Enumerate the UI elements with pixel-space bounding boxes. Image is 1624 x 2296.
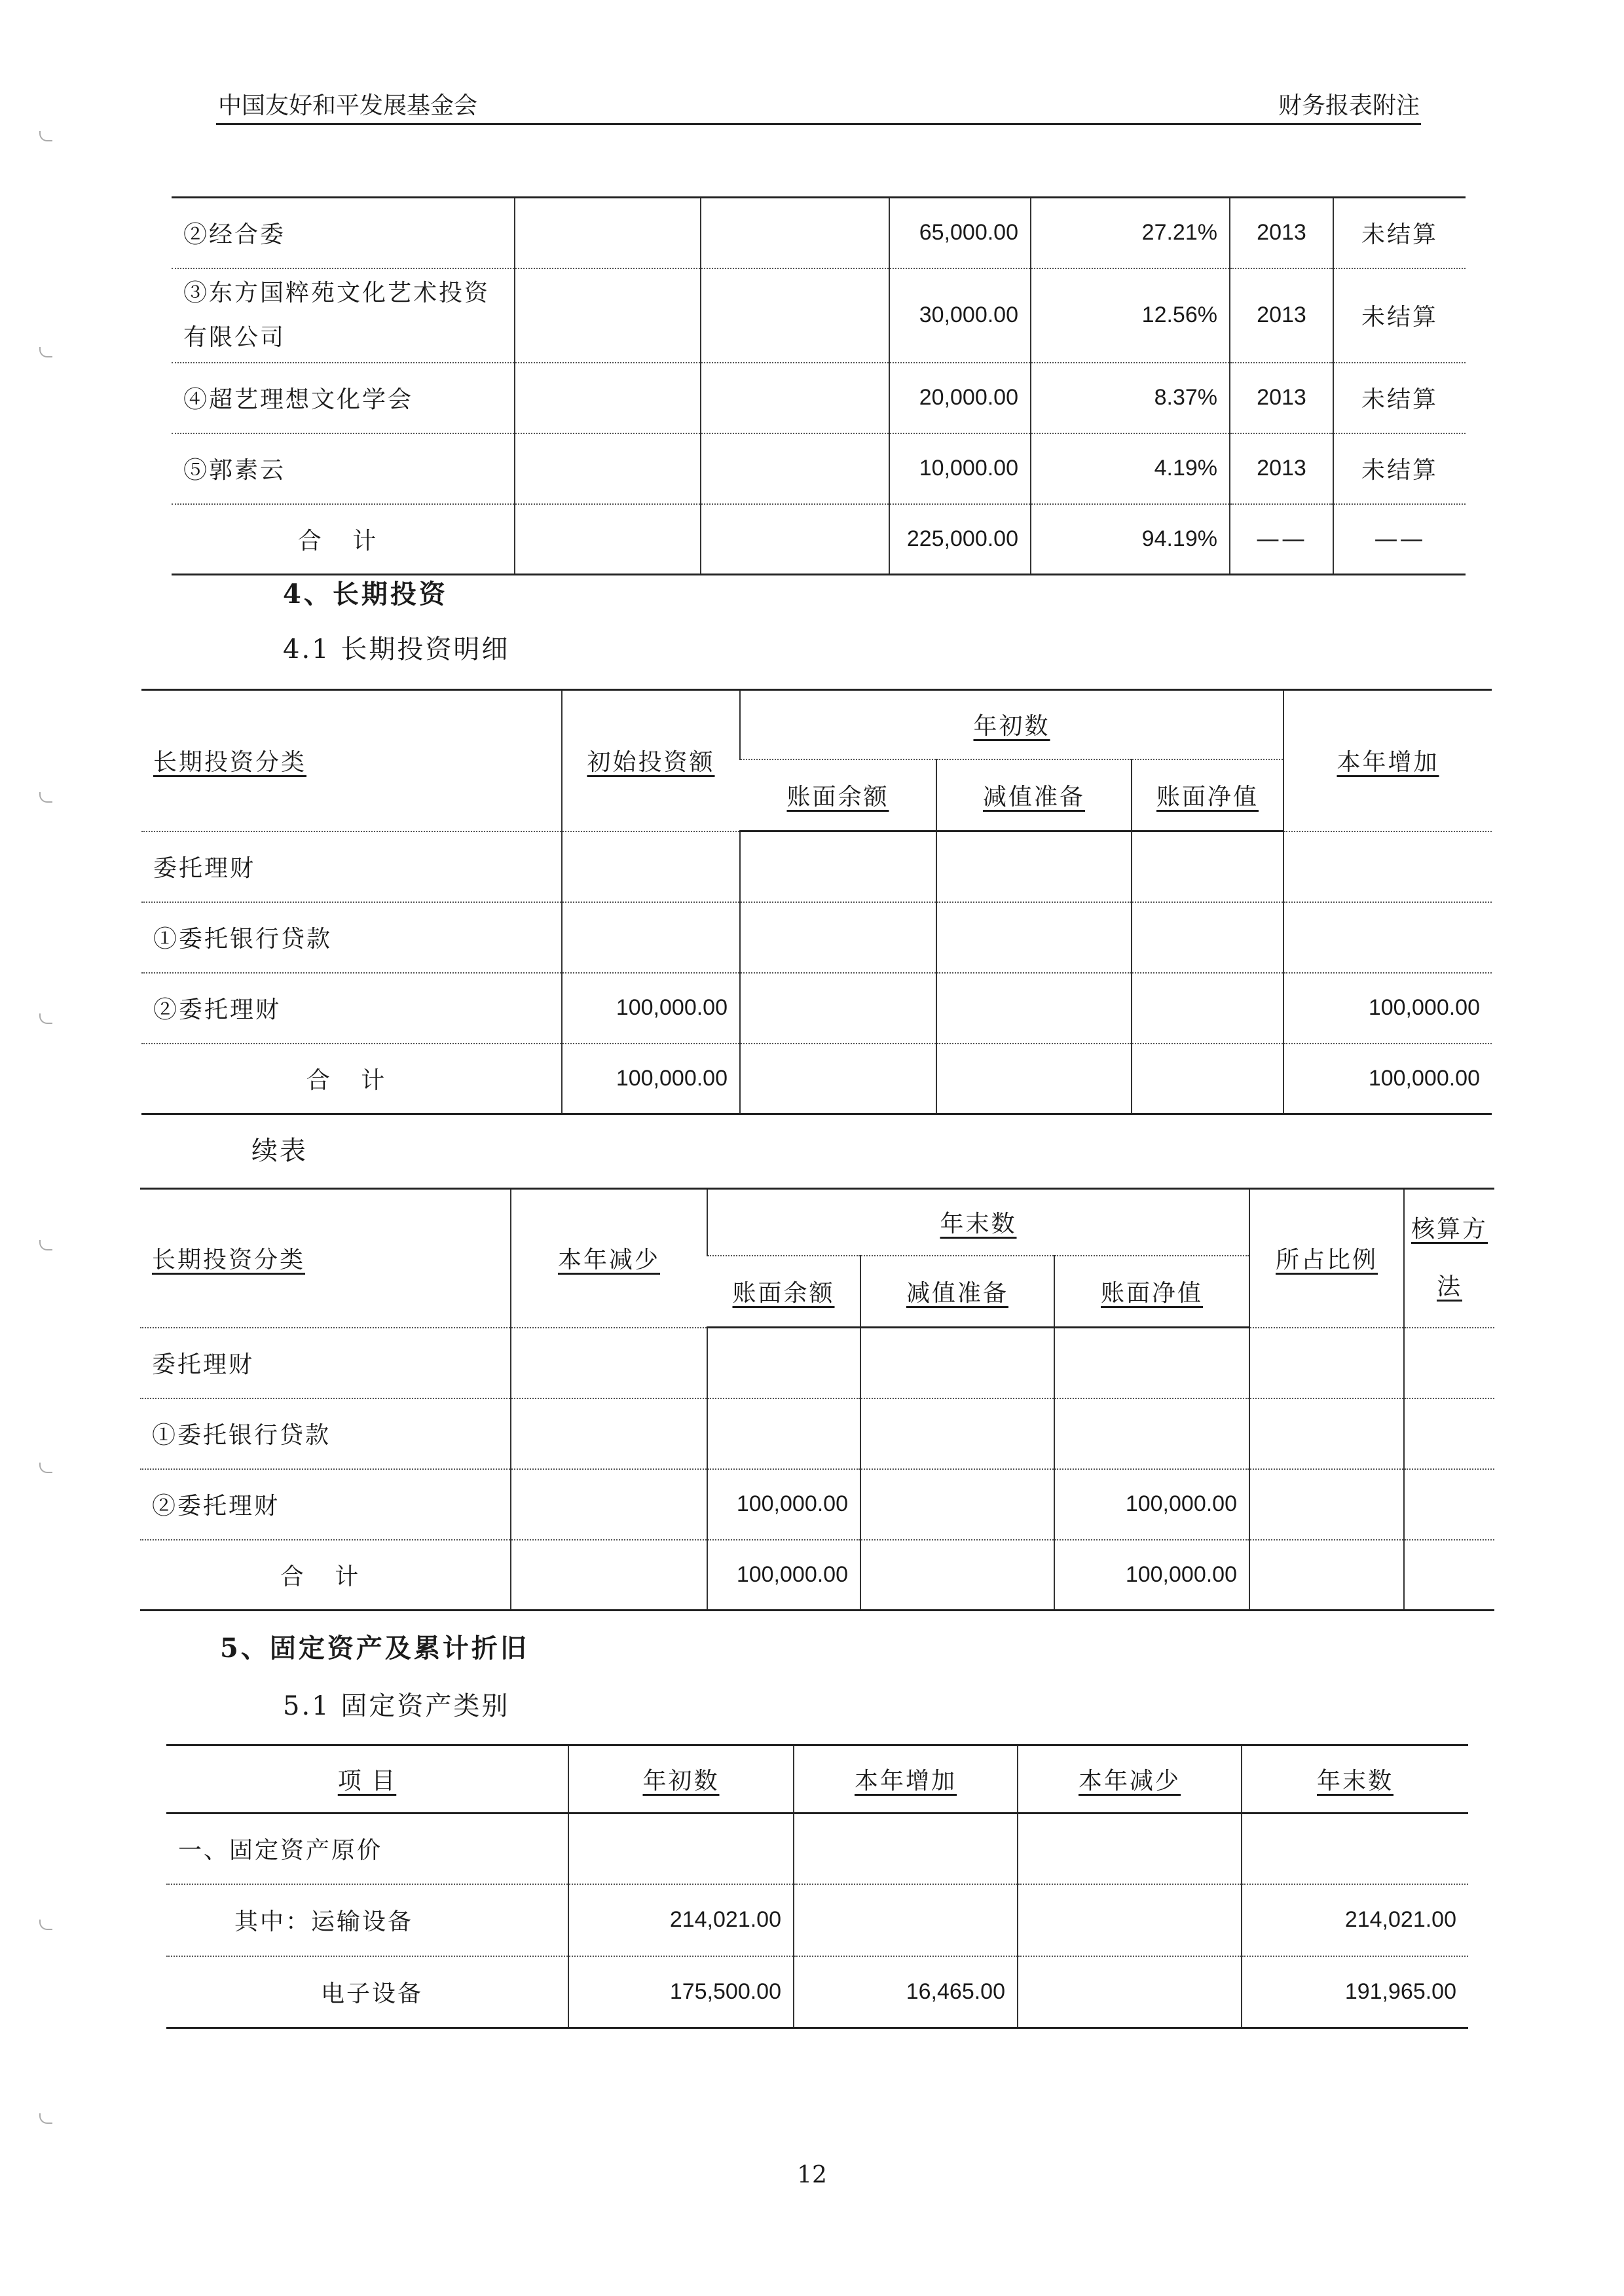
decrease-cell: [511, 1469, 707, 1540]
header-net-value: 账面净值: [1132, 759, 1283, 831]
donation-table: [172, 196, 1466, 575]
header-increase: 本年增加: [794, 1745, 1018, 1813]
row-name: 电子设备: [166, 1956, 568, 2028]
header-decrease: 本年减少: [1018, 1745, 1242, 1813]
binder-mark: [39, 131, 52, 141]
table-row: [140, 1469, 1494, 1540]
row-name: 委托理财: [140, 1328, 511, 1398]
ratio-cell: [1249, 1398, 1404, 1469]
amount-cell: 65,000.00: [889, 198, 1031, 268]
cell: [701, 268, 889, 363]
header-category: 长期投资分类: [141, 690, 562, 831]
cell: [515, 198, 701, 268]
long-term-investment-table: [141, 689, 1492, 1115]
header-document-title: 财务报表附注: [1278, 92, 1420, 119]
header-increase: 本年增加: [1283, 690, 1492, 831]
header-end-of-year: 年末数: [707, 1189, 1249, 1256]
decrease-cell: [1018, 1956, 1242, 2028]
table-row: [141, 831, 1492, 902]
row-name: ①委托银行贷款: [141, 902, 562, 973]
method-cell: [1404, 1328, 1494, 1398]
balance-cell: [707, 1328, 860, 1398]
impairment-cell: [936, 902, 1132, 973]
cell: [515, 433, 701, 504]
total-label: 合 计: [140, 1540, 511, 1611]
net-cell: [1054, 1398, 1249, 1469]
row-name: ⑤郭素云: [172, 433, 515, 504]
percent-cell: 8.37%: [1031, 363, 1230, 433]
initial-cell: [562, 831, 740, 902]
continued-label: 续表: [251, 1136, 308, 1166]
binder-mark: [39, 1013, 52, 1024]
cell: [701, 198, 889, 268]
section-4-title: 4、长期投资: [283, 579, 448, 610]
net-cell: 100,000.00: [1054, 1540, 1249, 1611]
balance-cell: [740, 973, 936, 1044]
header-item: 项 目: [166, 1745, 568, 1813]
header-beginning-of-year: 年初数: [740, 690, 1283, 759]
increase-cell: 100,000.00: [1283, 973, 1492, 1044]
increase-cell: [794, 1884, 1018, 1956]
ratio-cell: [1249, 1540, 1404, 1611]
net-cell: [1132, 1044, 1283, 1114]
begin-cell: 214,021.00: [568, 1884, 794, 1956]
cell: [701, 363, 889, 433]
table-row: [141, 973, 1492, 1044]
row-name: ②经合委: [172, 198, 515, 268]
balance-cell: [740, 831, 936, 902]
table-row: [172, 363, 1466, 433]
section-5-title: 5、固定资产及累计折旧: [220, 1633, 529, 1664]
binder-mark: [39, 1920, 52, 1930]
table-row: [166, 1884, 1468, 1956]
header-method: 核算方法: [1404, 1189, 1494, 1328]
total-row: [140, 1540, 1494, 1611]
balance-cell: [740, 1044, 936, 1114]
initial-cell: 100,000.00: [562, 1044, 740, 1114]
header-initial-investment: 初始投资额: [562, 690, 740, 831]
header-net-value: 账面净值: [1054, 1256, 1249, 1328]
row-name: 其中：运输设备: [166, 1884, 568, 1956]
row-name: ②委托理财: [140, 1469, 511, 1540]
row-name: 一、固定资产原价: [166, 1813, 568, 1884]
method-cell: [1404, 1540, 1494, 1611]
status-cell: 未结算: [1333, 433, 1466, 504]
total-label: 合 计: [172, 504, 515, 575]
ratio-cell: [1249, 1328, 1404, 1398]
increase-cell: [794, 1813, 1018, 1884]
table-row: [166, 1956, 1468, 2028]
amount-cell: 225,000.00: [889, 504, 1031, 575]
balance-cell: 100,000.00: [707, 1540, 860, 1611]
percent-cell: 94.19%: [1031, 504, 1230, 575]
year-cell: 2013: [1230, 433, 1333, 504]
percent-cell: 27.21%: [1031, 198, 1230, 268]
header-impairment: 减值准备: [860, 1256, 1054, 1328]
year-cell: 2013: [1230, 268, 1333, 363]
page-number: 12: [797, 2162, 827, 2189]
impairment-cell: [936, 973, 1132, 1044]
impairment-cell: [936, 831, 1132, 902]
amount-cell: 20,000.00: [889, 363, 1031, 433]
method-cell: [1404, 1398, 1494, 1469]
section-5-1-title: 5.1 固定资产类别: [283, 1691, 510, 1721]
header-rule: [216, 123, 1421, 125]
increase-cell: 100,000.00: [1283, 1044, 1492, 1114]
end-cell: [1242, 1813, 1468, 1884]
decrease-cell: [511, 1328, 707, 1398]
header-decrease: 本年减少: [511, 1189, 707, 1328]
row-name: ④超艺理想文化学会: [172, 363, 515, 433]
row-name: ③东方国粹苑文化艺术投资有限公司: [172, 268, 515, 363]
begin-cell: [568, 1813, 794, 1884]
binder-mark: [39, 1463, 52, 1473]
method-cell: [1404, 1469, 1494, 1540]
initial-cell: [562, 902, 740, 973]
status-cell: 未结算: [1333, 363, 1466, 433]
binder-mark: [39, 1240, 52, 1250]
total-label: 合 计: [141, 1044, 562, 1114]
total-row: [172, 504, 1466, 575]
ratio-cell: [1249, 1469, 1404, 1540]
net-cell: 100,000.00: [1054, 1469, 1249, 1540]
impairment-cell: [860, 1328, 1054, 1398]
cell: [701, 433, 889, 504]
percent-cell: 12.56%: [1031, 268, 1230, 363]
row-name: ②委托理财: [141, 973, 562, 1044]
total-row: [141, 1044, 1492, 1114]
net-cell: [1054, 1328, 1249, 1398]
header-organization: 中国友好和平发展基金会: [218, 92, 478, 119]
row-name: 委托理财: [141, 831, 562, 902]
header-beginning-of-year: 年初数: [568, 1745, 794, 1813]
decrease-cell: [1018, 1884, 1242, 1956]
decrease-cell: [511, 1398, 707, 1469]
impairment-cell: [860, 1469, 1054, 1540]
impairment-cell: [936, 1044, 1132, 1114]
binder-mark: [39, 347, 52, 357]
binder-mark: [39, 792, 52, 803]
increase-cell: [1283, 902, 1492, 973]
header-ratio: 所占比例: [1249, 1189, 1404, 1328]
net-cell: [1132, 831, 1283, 902]
section-4-1-title: 4.1 长期投资明细: [283, 634, 510, 665]
status-cell: 未结算: [1333, 198, 1466, 268]
balance-cell: 100,000.00: [707, 1469, 860, 1540]
header-end-of-year: 年末数: [1242, 1745, 1468, 1813]
increase-cell: 16,465.00: [794, 1956, 1018, 2028]
end-cell: 214,021.00: [1242, 1884, 1468, 1956]
balance-cell: [740, 902, 936, 973]
net-cell: [1132, 973, 1283, 1044]
net-cell: [1132, 902, 1283, 973]
status-cell: ——: [1333, 504, 1466, 575]
increase-cell: [1283, 831, 1492, 902]
impairment-cell: [860, 1398, 1054, 1469]
header-category: 长期投资分类: [140, 1189, 511, 1328]
decrease-cell: [1018, 1813, 1242, 1884]
status-cell: 未结算: [1333, 268, 1466, 363]
amount-cell: 10,000.00: [889, 433, 1031, 504]
long-term-investment-continued-table: [140, 1188, 1494, 1611]
cell: [515, 268, 701, 363]
year-cell: 2013: [1230, 363, 1333, 433]
year-cell: 2013: [1230, 198, 1333, 268]
row-name: ①委托银行贷款: [140, 1398, 511, 1469]
impairment-cell: [860, 1540, 1054, 1611]
table-row: [172, 198, 1466, 268]
header-book-balance: 账面余额: [707, 1256, 860, 1328]
initial-cell: 100,000.00: [562, 973, 740, 1044]
cell: [701, 504, 889, 575]
amount-cell: 30,000.00: [889, 268, 1031, 363]
balance-cell: [707, 1398, 860, 1469]
decrease-cell: [511, 1540, 707, 1611]
cell: [515, 504, 701, 575]
header-impairment: 减值准备: [936, 759, 1132, 831]
header-book-balance: 账面余额: [740, 759, 936, 831]
table-row: [140, 1328, 1494, 1398]
table-row: [166, 1813, 1468, 1884]
cell: [515, 363, 701, 433]
table-row: [140, 1398, 1494, 1469]
year-cell: ——: [1230, 504, 1333, 575]
table-row: [172, 268, 1466, 363]
percent-cell: 4.19%: [1031, 433, 1230, 504]
table-row: [141, 902, 1492, 973]
table-row: [172, 433, 1466, 504]
begin-cell: 175,500.00: [568, 1956, 794, 2028]
fixed-assets-table: [166, 1744, 1468, 2029]
end-cell: 191,965.00: [1242, 1956, 1468, 2028]
binder-mark: [39, 2113, 52, 2124]
